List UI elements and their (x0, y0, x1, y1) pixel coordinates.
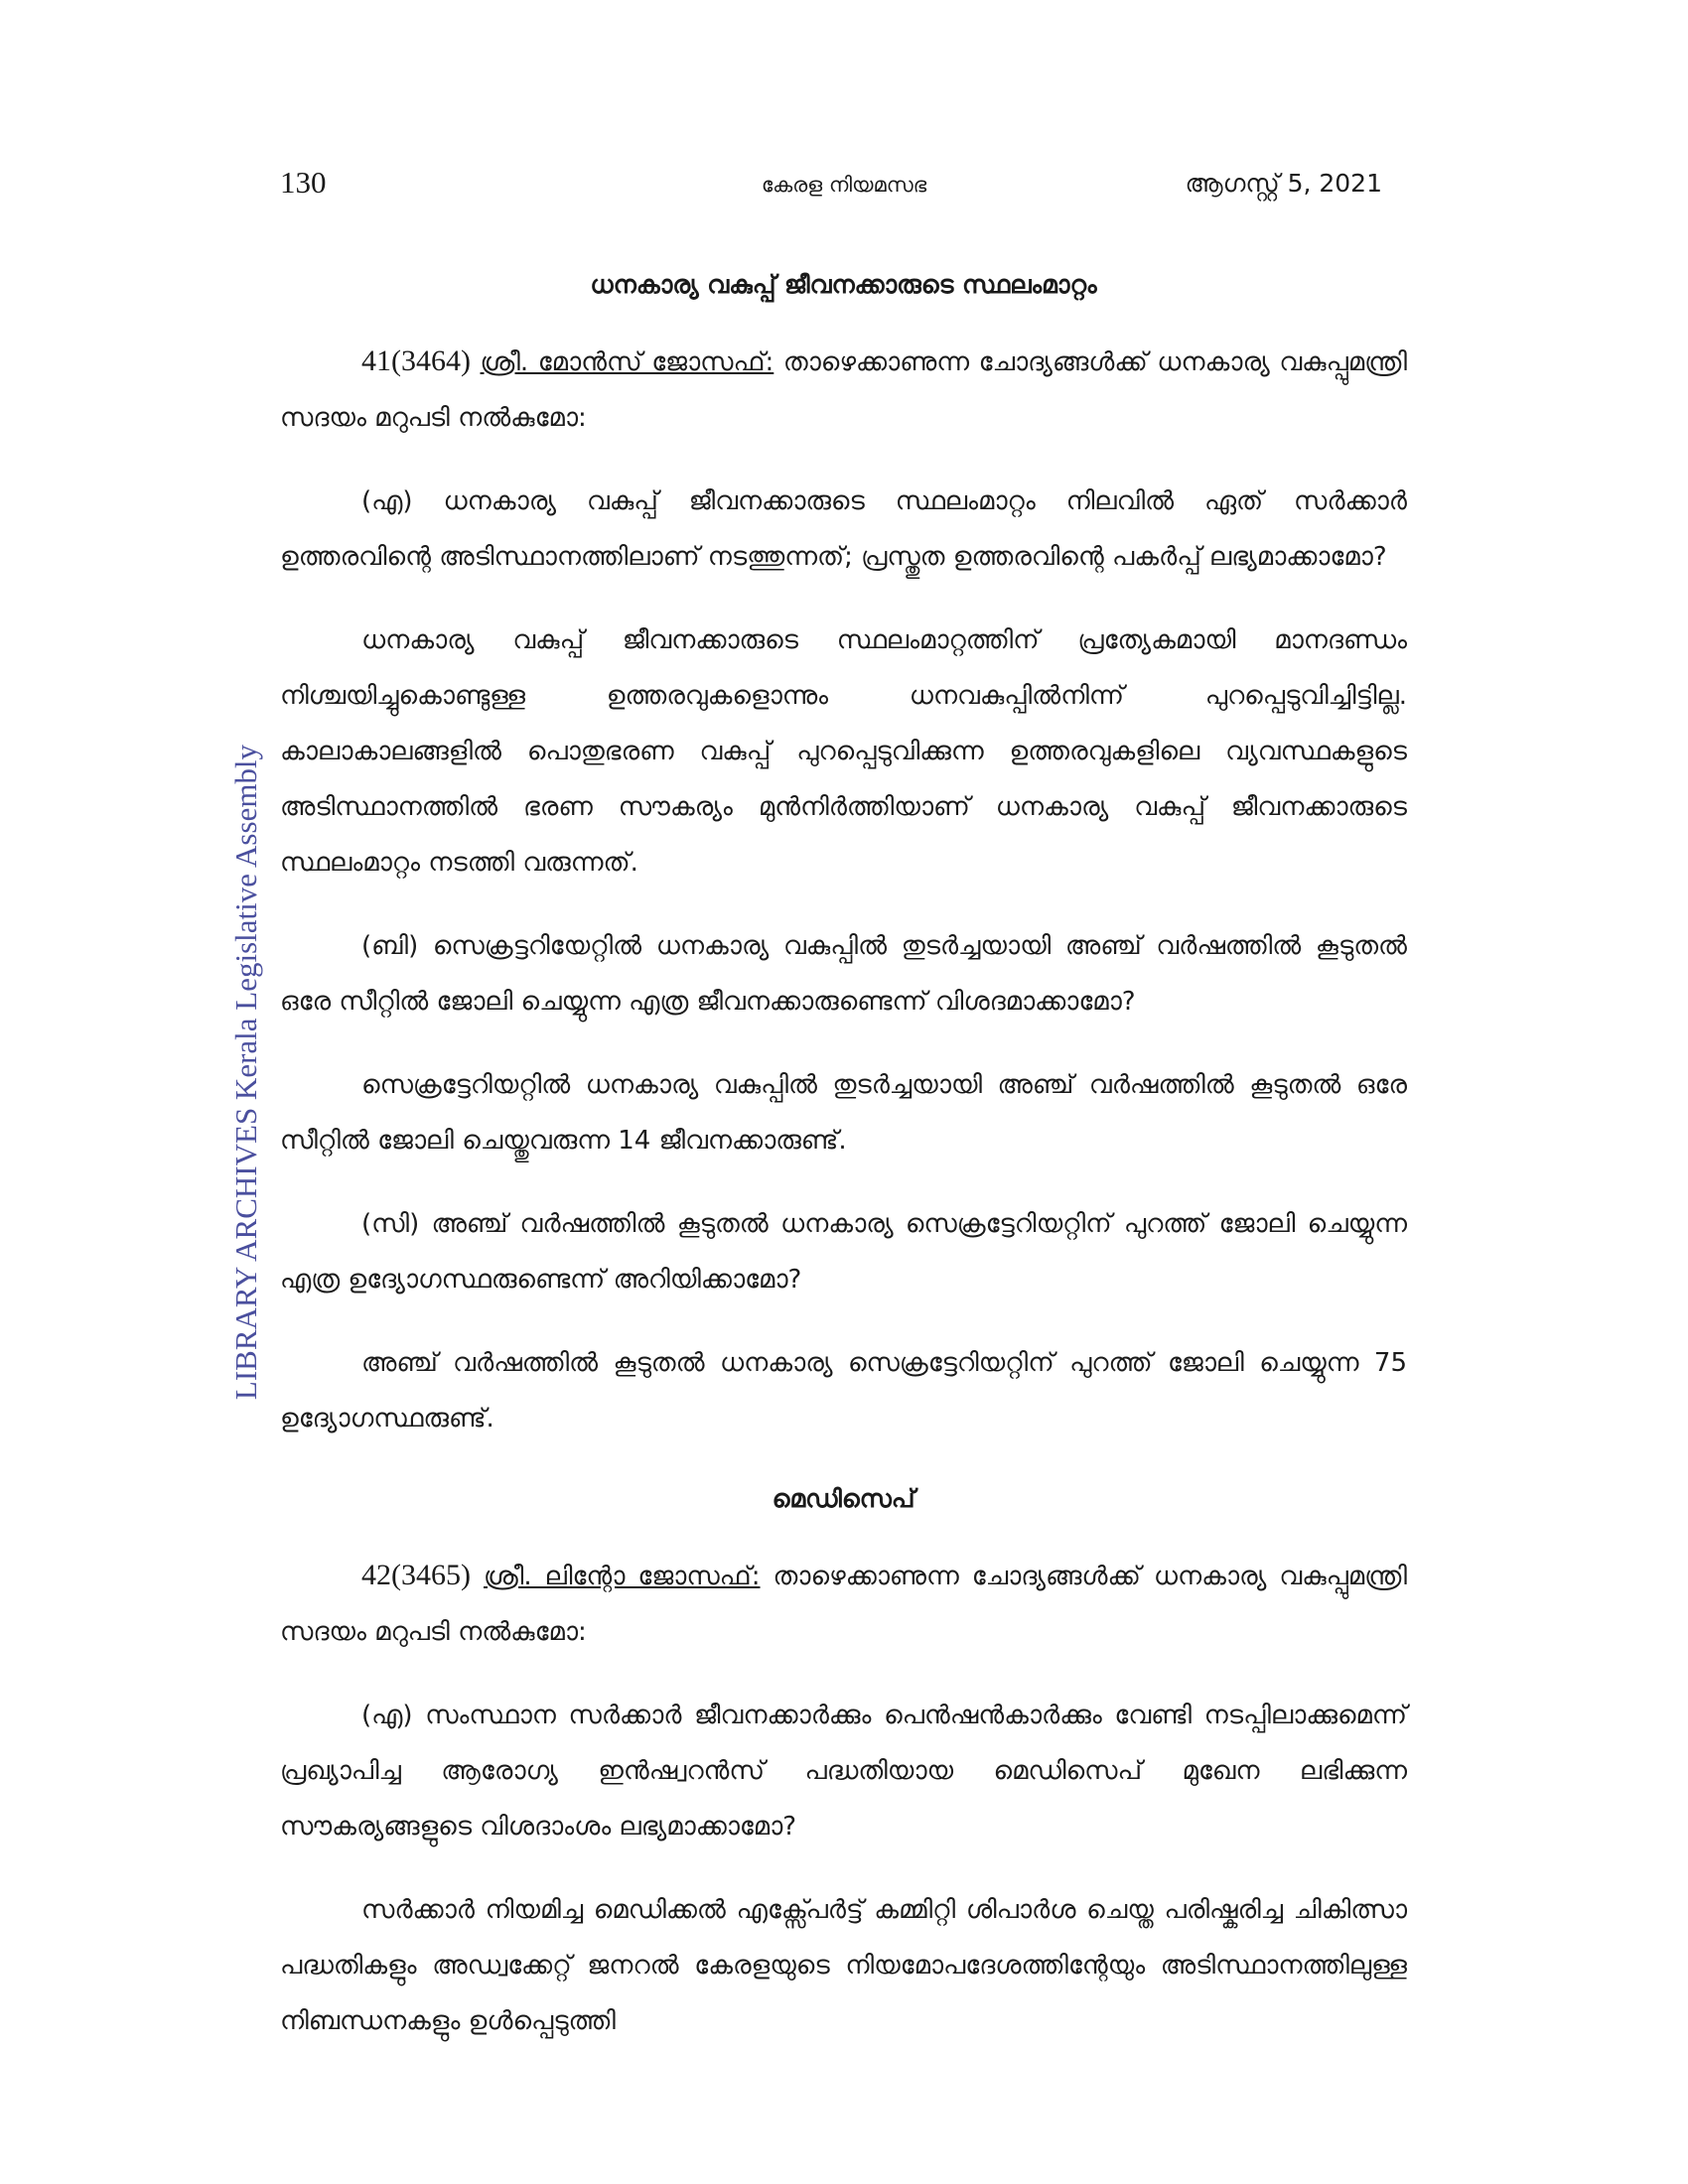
question-intro (280, 1548, 1407, 1660)
document-body (280, 270, 1407, 2077)
question-number: 41(3464) (361, 344, 471, 377)
answer-paragraph: അഞ്ച് വർഷത്തിൽ കൂടുതൽ ധനകാര്യ സെക്രട്ടേറിയറ്റിന് പുറത്ത് ജോലി ചെയ്യുന്ന 75 ഉദ്യോഗസ്ഥരുണ്ട്. (280, 1348, 1407, 1433)
archive-watermark: LIBRARY ARCHIVES Kerala Legislative Assembly (228, 744, 263, 1401)
question-part: (എ) ധനകാര്യ വകുപ്പ് ജീവനക്കാരുടെ സ്ഥലംമാറ്റം നിലവിൽ ഏത് സർക്കാർ ഉത്തരവിന്റെ അടിസ്ഥാനത്തിലാണ് നടത്തുന്നത്; പ്രസ്തുത ഉത്തരവിന്റെ പകർപ്പ് ലഭ്യമാക്കാമോ? (280, 486, 1407, 572)
sitting-date: ആഗസ്റ്റ് 5, 2021 (1185, 169, 1382, 198)
member-name: ശ്രീ. മോൻസ് ജോസഫ്: (480, 347, 774, 377)
intro-text: താഴെക്കാണുന്ന ചോദ്യങ്ങൾക്ക് ധനകാര്യ വകുപ്പുമന്ത്രി സദയം മറുപടി നൽകുമോ: (280, 347, 1408, 433)
page-header (0, 159, 1688, 218)
intro-text: താഴെക്കാണുന്ന ചോദ്യങ്ങൾക്ക് ധനകാര്യ വകുപ്പുമന്ത്രി സദയം മറുപടി നൽകുമോ: (280, 1562, 1408, 1647)
answer-paragraph: ധനകാര്യ വകുപ്പ് ജീവനക്കാരുടെ സ്ഥലംമാറ്റത്തിന് പ്രത്യേകമായി മാനദണ്ഡം നിശ്ചയിച്ചുകൊണ്ടുള്ള ഉത്തരവുകളൊന്നും ധനവകുപ്പിൽനിന്ന് പുറപ്പെടുവിച്ചിട്ടില്ല. കാലാകാലങ്ങളിൽ പൊതുഭരണ വകുപ്പ് പുറപ്പെടുവിക്കുന്ന ഉത്തരവുകളിലെ വ്യവസ്ഥകളുടെ അടിസ്ഥാനത്തിൽ ഭരണ സൗകര്യം മുൻനിർത്തിയാണ് ധനകാര്യ വകുപ്പ് ജീവനക്കാരുടെ സ്ഥലംമാറ്റം നടത്തി വരുന്നത്. (280, 625, 1407, 878)
assembly-name: കേരള നിയമസഭ (761, 173, 927, 197)
member-name: ശ്രീ. ലിന്റോ ജോസഫ്: (483, 1562, 761, 1591)
answer-paragraph: സർക്കാർ നിയമിച്ച മെഡിക്കൽ എക്സ്പേർട്ട് കമ്മിറ്റി ശിപാർശ ചെയ്ത പരിഷ്കരിച്ച ചികിത്സാ പദ്ധതികളും അഡ്വക്കേറ്റ് ജനറൽ കേരളയുടെ നിയമോപദേശത്തിന്റേയും അടിസ്ഥാനത്തിലുള്ള നിബന്ധനകളും ഉൾപ്പെടുത്തി (280, 1895, 1407, 2036)
page-number: 130 (280, 165, 327, 200)
question-heading: മെഡിസെപ് (772, 1484, 915, 1513)
question-part: (ബി) സെക്രട്ടറിയേറ്റിൽ ധനകാര്യ വകുപ്പിൽ തുടർച്ചയായി അഞ്ച് വർഷത്തിൽ കൂടുതൽ ഒരേ സീറ്റിൽ ജോലി ചെയ്യുന്ന എത്ര ജീവനക്കാരുണ്ടെന്ന് വിശദമാക്കാമോ? (280, 931, 1407, 1017)
answer-paragraph: സെക്രട്ടേറിയറ്റിൽ ധനകാര്യ വകുപ്പിൽ തുടർച്ചയായി അഞ്ച് വർഷത്തിൽ കൂടുതൽ ഒരേ സീറ്റിൽ ജോലി ചെയ്തുവരുന്ന 14 ജീവനക്കാരുണ്ട്. (280, 1070, 1407, 1156)
question-intro (280, 334, 1407, 446)
question-heading: ധനകാര്യ വകുപ്പ് ജീവനക്കാരുടെ സ്ഥലംമാറ്റം (590, 270, 1097, 299)
question-part: (സി) അഞ്ച് വർഷത്തിൽ കൂടുതൽ ധനകാര്യ സെക്രട്ടേറിയറ്റിന് പുറത്ത് ജോലി ചെയ്യുന്ന എത്ര ഉദ്യോഗസ്ഥരുണ്ടെന്ന് അറിയിക്കാമോ? (280, 1209, 1407, 1295)
question-part: (എ) സംസ്ഥാന സർക്കാർ ജീവനക്കാർക്കും പെൻഷൻകാർക്കും വേണ്ടി നടപ്പിലാക്കുമെന്ന് പ്രഖ്യാപിച്ച ആരോഗ്യ ഇൻഷ്വറൻസ് പദ്ധതിയായ മെഡിസെപ് മുഖേന ലഭിക്കുന്ന സൗകര്യങ്ങളുടെ വിശദാംശം ലഭ്യമാക്കാമോ? (280, 1701, 1407, 1842)
question-number: 42(3465) (361, 1559, 471, 1591)
